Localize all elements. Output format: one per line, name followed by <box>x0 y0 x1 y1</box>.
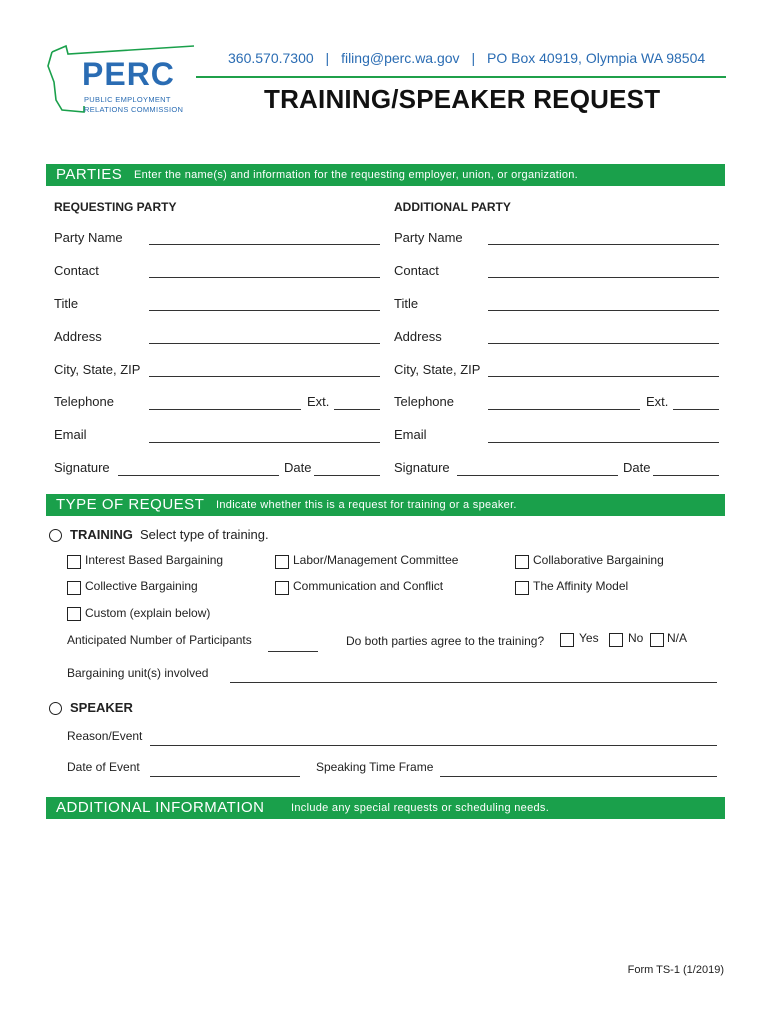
req-title-field[interactable] <box>149 310 380 311</box>
add-telephone-label: Telephone <box>394 394 454 409</box>
additional-info-heading: ADDITIONAL INFORMATION <box>56 799 265 816</box>
contact-phone: 360.570.7300 <box>228 50 314 66</box>
header-rule <box>196 76 726 78</box>
req-date-label: Date <box>284 460 312 475</box>
date-event-field[interactable] <box>150 776 300 777</box>
req-signature-label: Signature <box>54 460 110 475</box>
req-contact-field[interactable] <box>149 277 380 278</box>
add-email-label: Email <box>394 427 427 442</box>
logo-wordmark: PERC <box>82 56 175 92</box>
units-field[interactable] <box>230 682 717 683</box>
contact-address: PO Box 40919, Olympia WA 98504 <box>486 50 706 66</box>
collective-checkbox[interactable] <box>67 581 81 595</box>
add-contact-field[interactable] <box>488 277 719 278</box>
additional-party-label: ADDITIONAL PARTY <box>394 200 511 214</box>
add-signature-field[interactable] <box>457 475 618 476</box>
add-signature-label: Signature <box>394 460 450 475</box>
communication-label: Communication and Conflict <box>293 579 444 593</box>
participants-label: Anticipated Number of Participants <box>67 633 252 647</box>
req-email-label: Email <box>54 427 87 442</box>
req-city-label: City, State, ZIP <box>54 362 141 377</box>
req-email-field[interactable] <box>149 442 380 443</box>
additional-info-subheading: Include any special requests or scheduling needs. <box>291 802 550 814</box>
parties-heading: PARTIES <box>56 166 123 183</box>
parties-banner <box>46 164 725 186</box>
communication-checkbox[interactable] <box>275 581 289 595</box>
req-party-name-label: Party Name <box>54 230 123 245</box>
training-radio[interactable] <box>49 529 62 542</box>
custom-label: Custom (explain below) <box>85 606 211 620</box>
agree-yes-label: Yes <box>579 631 599 645</box>
time-frame-label: Speaking Time Frame <box>316 760 434 774</box>
add-ext-label: Ext. <box>646 394 669 409</box>
time-frame-field[interactable] <box>440 776 717 777</box>
contact-separator: | <box>325 50 330 66</box>
collective-label: Collective Bargaining <box>85 579 198 593</box>
collaborative-label: Collaborative Bargaining <box>533 553 664 567</box>
add-date-field[interactable] <box>653 475 719 476</box>
add-title-label: Title <box>394 296 419 311</box>
request-type-heading: TYPE OF REQUEST <box>56 496 205 513</box>
add-party-name-field[interactable] <box>488 244 719 245</box>
add-title-field[interactable] <box>488 310 719 311</box>
req-ext-field[interactable] <box>334 409 380 410</box>
custom-checkbox[interactable] <box>67 607 81 621</box>
add-city-field[interactable] <box>488 376 719 377</box>
add-telephone-field[interactable] <box>488 409 640 410</box>
request-type-subheading: Indicate whether this is a request for training or a speaker. <box>216 499 517 511</box>
req-signature-field[interactable] <box>118 475 279 476</box>
contact-email[interactable]: filing@perc.wa.gov <box>341 50 460 66</box>
participants-field[interactable] <box>268 651 318 652</box>
parties-subheading: Enter the name(s) and information for the requesting employer, union, or organization. <box>134 169 579 181</box>
page-title: TRAINING/SPEAKER REQUEST <box>264 84 661 114</box>
req-date-field[interactable] <box>314 475 380 476</box>
interest-based-label: Interest Based Bargaining <box>85 553 224 567</box>
req-address-field[interactable] <box>149 343 380 344</box>
add-ext-field[interactable] <box>673 409 719 410</box>
request-type-banner <box>46 494 725 516</box>
req-address-label: Address <box>54 329 102 344</box>
add-address-label: Address <box>394 329 442 344</box>
speaker-label: SPEAKER <box>70 700 133 715</box>
agree-label: Do both parties agree to the training? <box>346 634 545 648</box>
form-id: Form TS-1 (1/2019) <box>627 964 724 976</box>
req-city-field[interactable] <box>149 376 380 377</box>
req-telephone-label: Telephone <box>54 394 114 409</box>
req-party-name-field[interactable] <box>149 244 380 245</box>
training-label: TRAINING <box>70 527 133 542</box>
requesting-party-label: REQUESTING PARTY <box>54 200 177 214</box>
add-date-label: Date <box>623 460 651 475</box>
additional-info-area[interactable] <box>46 822 725 952</box>
add-city-label: City, State, ZIP <box>394 362 481 377</box>
req-telephone-field[interactable] <box>149 409 301 410</box>
req-contact-label: Contact <box>54 263 99 278</box>
date-event-label: Date of Event <box>67 760 140 774</box>
req-title-label: Title <box>54 296 79 311</box>
add-email-field[interactable] <box>488 442 719 443</box>
agree-na-checkbox[interactable] <box>650 633 664 647</box>
req-ext-label: Ext. <box>307 394 330 409</box>
labor-management-label: Labor/Management Committee <box>293 553 459 567</box>
agree-no-label: No <box>628 631 644 645</box>
agree-na-label: N/A <box>667 631 688 645</box>
add-party-name-label: Party Name <box>394 230 463 245</box>
collaborative-checkbox[interactable] <box>515 555 529 569</box>
agree-yes-checkbox[interactable] <box>560 633 574 647</box>
affinity-checkbox[interactable] <box>515 581 529 595</box>
interest-based-checkbox[interactable] <box>67 555 81 569</box>
logo-subtitle-2: RELATIONS COMMISSION <box>84 105 184 114</box>
perc-logo <box>44 42 204 120</box>
add-contact-label: Contact <box>394 263 439 278</box>
speaker-radio[interactable] <box>49 702 62 715</box>
labor-management-checkbox[interactable] <box>275 555 289 569</box>
contact-separator-2: | <box>471 50 476 66</box>
additional-info-banner <box>46 797 725 819</box>
units-label: Bargaining unit(s) involved <box>67 666 209 680</box>
reason-label: Reason/Event <box>67 729 143 743</box>
add-address-field[interactable] <box>488 343 719 344</box>
contact-info <box>228 50 705 66</box>
logo-subtitle-1: PUBLIC EMPLOYMENT <box>84 95 171 104</box>
reason-field[interactable] <box>150 745 717 746</box>
agree-no-checkbox[interactable] <box>609 633 623 647</box>
training-hint: Select type of training. <box>140 527 269 542</box>
affinity-label: The Affinity Model <box>533 579 629 593</box>
